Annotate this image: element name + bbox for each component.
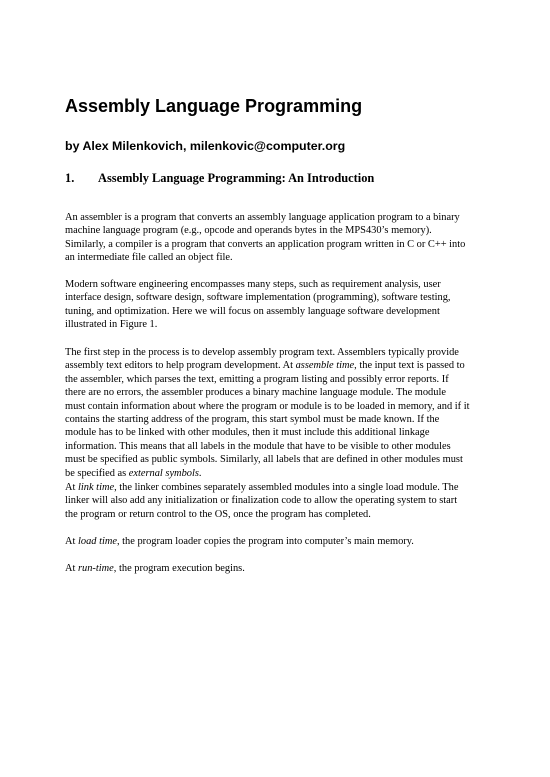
section-heading [65,170,374,186]
document-title: Assembly Language Programming [65,96,363,116]
paragraph-assembler-intro [65,211,490,265]
text-line: contains the starting address of the program, this start symbol must be made known. If the [65,414,440,426]
text-line [65,481,490,494]
term-link-time: link time [78,482,115,493]
text-line: Modern software engineering encompasses many steps, such as requirement analysis, user [65,279,441,290]
text-line: The first step in the process is to develop assembly program text. Assemblers typically provide [65,347,459,358]
paragraph-run-time [65,562,490,575]
term-external-symbols: external symbols [128,467,199,479]
term-run-time: run-time [78,563,114,574]
paragraph-software-engineering [65,278,490,332]
text-line: module has to be linked with other modules, then it must include this additional linkage [65,427,430,439]
paragraph-load-time [65,535,490,548]
text-line: linker will also add any initialization or finalization code to allow the operating system to start [65,495,458,507]
text-line: an intermediate file called an object file. [65,252,233,264]
term-load-time: load time [78,536,117,547]
text-line: the assembler, which parses the text, emitting a program listing and possibly error reports. If [65,373,449,385]
text-line: tuning, and optimization. Here we will focus on assembly language software development [65,305,440,317]
text-line: must be specified as public symbols. Similarly, all labels that are defined in other modules must [65,454,463,466]
text-run: , the linker combines separately assembled modules into a single load module. The [114,482,459,493]
section-number: 1. [65,171,75,185]
paragraph-link-time [65,481,490,521]
text-line: information. This means that all labels in the module that have to be visible to other modules [65,440,451,452]
text-line: must contain information about where the program or module is to be loaded in memory, and if it [65,400,470,412]
text-line: the program or return control to the OS, once the program has completed. [65,508,371,520]
paragraph-assemble-time [65,346,490,480]
text-run: , the input text is passed to [354,360,465,372]
text-run: assembly text editors to help program development. At [65,360,296,372]
text-line: An assembler is a program that converts an assembly language application program to a binary [65,212,460,223]
text-line: illustrated in Figure 1. [65,319,158,331]
text-run: be specified as [65,467,129,479]
term-assemble-time: assemble time [295,360,355,372]
text-line [65,467,490,480]
text-line: there are no errors, the assembler produces a binary machine language module. The module [65,387,446,399]
text-line [65,562,490,575]
text-line: interface design, software design, software implementation (programming), software testing, [65,292,451,304]
section-title: Assembly Language Programming: An Introduction [98,171,375,185]
text-line: machine language program (e.g., opcode and operands bytes in the MPS430’s memory). [65,225,432,237]
text-run: At [65,482,78,493]
text-run: At [65,563,78,574]
text-run: , the program execution begins. [113,563,245,574]
text-run: , the program loader copies the program into computer’s main memory. [116,536,414,547]
text-line [65,535,490,548]
author-byline: by Alex Milenkovich, milenkovic@computer.org [65,139,346,153]
text-run: At [65,536,78,547]
text-line: Similarly, a compiler is a program that converts an application program written in C or C++ into [65,238,466,250]
text-line [65,359,490,372]
text-run: . [198,467,202,479]
